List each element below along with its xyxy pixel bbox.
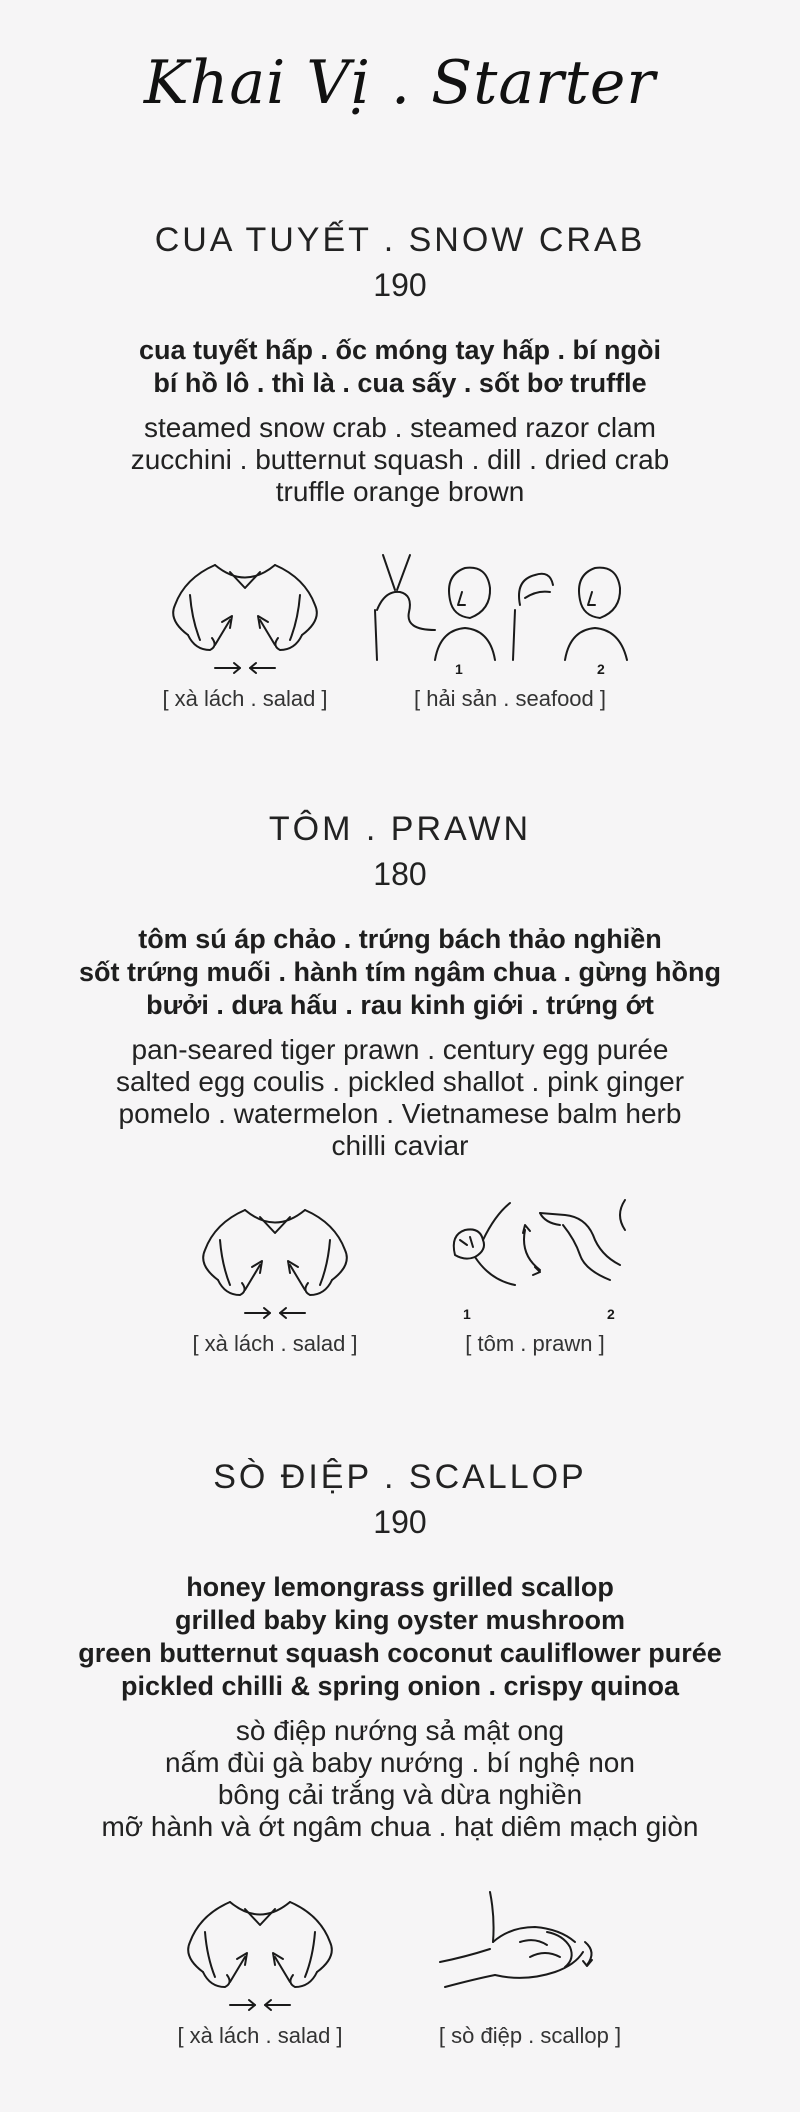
dish-name: CUA TUYẾT . SNOW CRAB: [154, 221, 646, 259]
dish-price: 190: [373, 267, 427, 303]
dish-price: 190: [373, 1504, 427, 1540]
sign-scallop: [420, 1887, 640, 2049]
dish-description-english: pan-seared tiger prawn . century egg purée salted egg coulis . pickled shallot . pink ginger pomelo . watermelon . Vietnamese balm herb chilli caviar: [115, 1034, 685, 1161]
step-number: 1: [463, 1306, 471, 1322]
dish-description-vietnamese: sò điệp nướng sả mật ong nấm đùi gà baby nướng . bí nghệ non bông cải trắng và dừa nghiền mỡ hành và ớt ngâm chua . hạt diêm mạch giòn: [101, 1715, 699, 1842]
sign-prawn: [425, 1195, 645, 1357]
sign-salad: [150, 550, 340, 712]
dish-price: 180: [373, 856, 427, 892]
dish-description-english: steamed snow crab . steamed razor clam zucchini . butternut squash . dill . dried crab truffle orange brown: [130, 412, 670, 507]
dish-description-vietnamese: tôm sú áp chảo . trứng bách thảo nghiền sốt trứng muối . hành tím ngâm chua . gừng hồng bưởi . dưa hấu . rau kinh giới . trứng ớt: [78, 924, 722, 1020]
sign-caption: [ hải sản . seafood ]: [413, 686, 607, 711]
salad-sign-icon: [190, 1195, 360, 1325]
page-title: Khai Vị . Starter: [143, 48, 657, 118]
dish-description-english: honey lemongrass grilled scallop grilled baby king oyster mushroom green butternut squash coconut cauliflower purée pickled chilli & spring onion . crispy quinoa: [78, 1572, 722, 1701]
prawn-sign-icon: [435, 1195, 635, 1325]
salad-sign-icon: [175, 1887, 345, 2017]
sign-caption: [ tôm . prawn ]: [465, 1331, 605, 1356]
dish-name: TÔM . PRAWN: [268, 810, 532, 848]
dish-prawn: [0, 807, 800, 1162]
sign-caption: [ sò điệp . scallop ]: [438, 2023, 622, 2048]
step-number: 1: [455, 661, 463, 677]
dish-scallop: [0, 1455, 800, 1843]
sign-caption: [ xà lách . salad ]: [177, 2023, 343, 2048]
sign-caption: [ xà lách . salad ]: [162, 686, 328, 711]
sign-salad: [180, 1195, 370, 1357]
seafood-sign-icon: [365, 550, 655, 680]
step-number: 2: [607, 1306, 615, 1322]
dish-description-vietnamese: cua tuyết hấp . ốc móng tay hấp . bí ngòi bí hồ lô . thì là . cua sấy . sốt bơ truffle: [138, 335, 662, 398]
scallop-sign-icon: [435, 1887, 625, 2017]
sign-caption: [ xà lách . salad ]: [192, 1331, 358, 1356]
dish-name: SÒ ĐIỆP . SCALLOP: [213, 1458, 587, 1496]
dish-snow-crab: [0, 218, 800, 508]
step-number: 2: [597, 661, 605, 677]
sign-salad: [165, 1887, 355, 2049]
sign-seafood: [360, 550, 660, 712]
salad-sign-icon: [160, 550, 330, 680]
